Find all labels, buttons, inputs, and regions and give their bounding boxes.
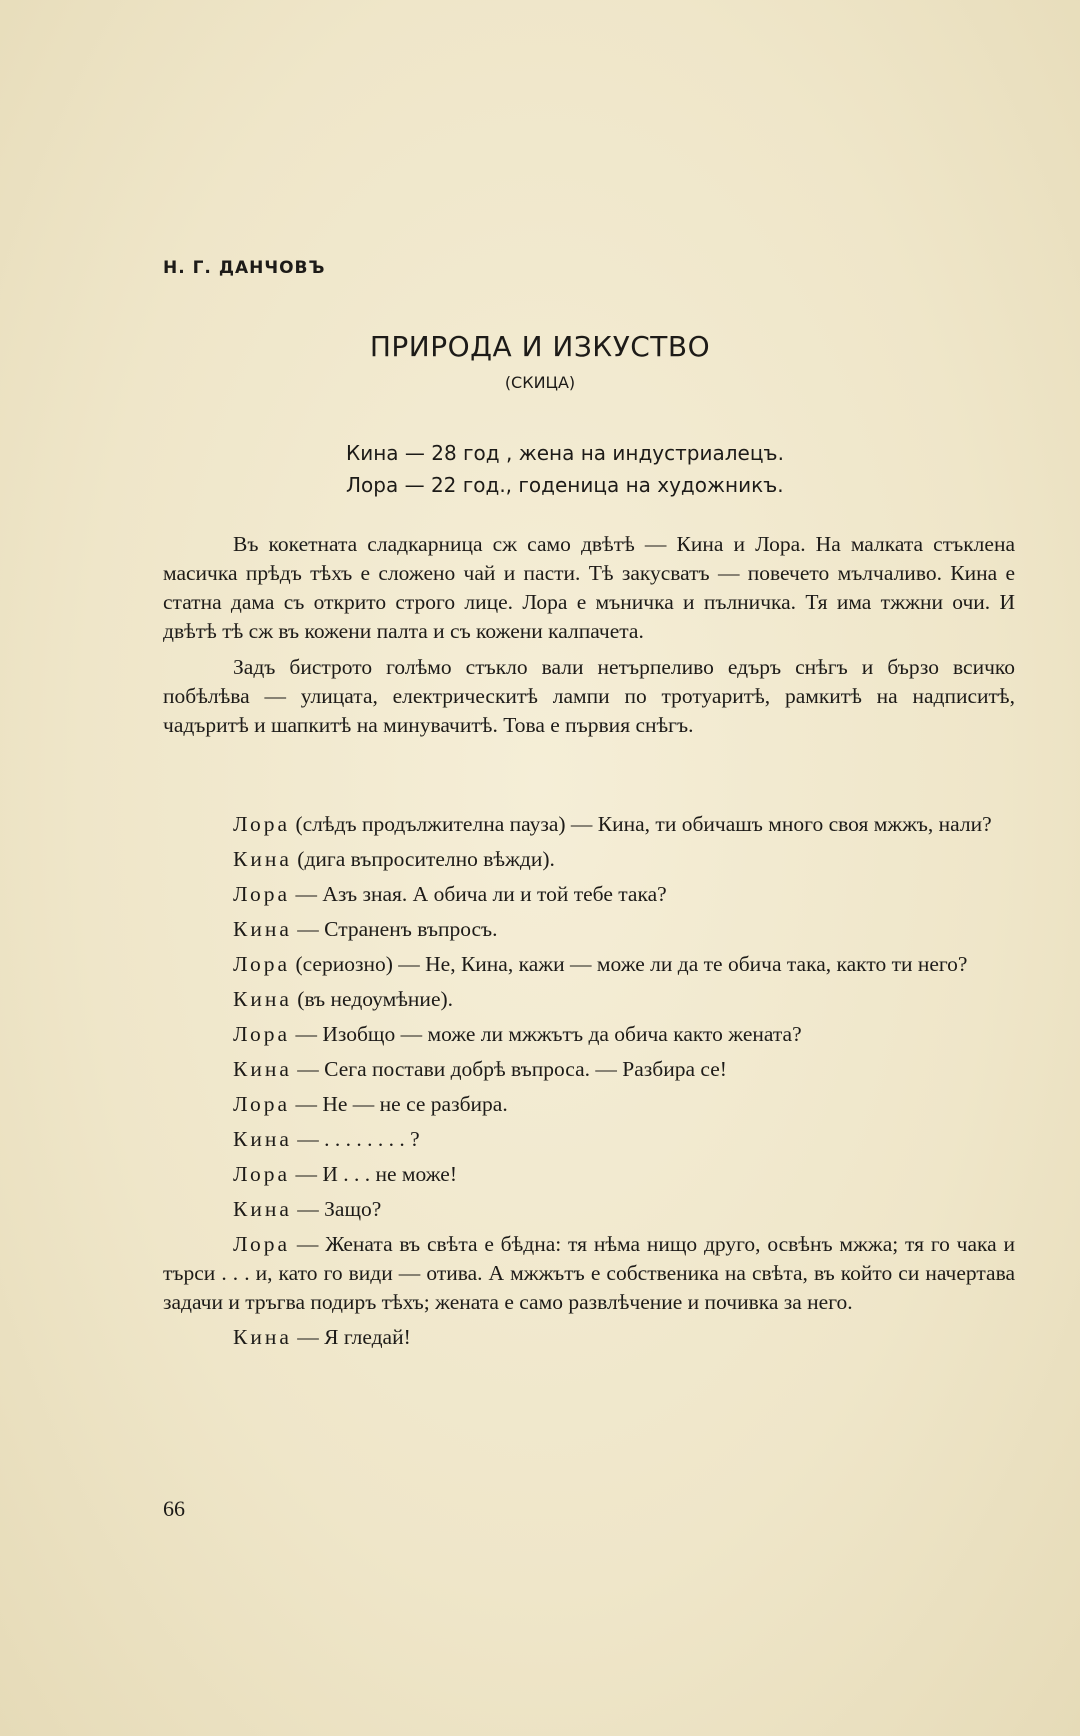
dialogue-text: — Азъ зная. А обича ли и той тебе така? bbox=[290, 882, 667, 906]
dialogue-text: — Не — не се разбира. bbox=[290, 1092, 508, 1116]
dialogue-line bbox=[163, 1020, 1015, 1049]
page-number: 66 bbox=[163, 1496, 185, 1521]
speaker-name: Кина bbox=[233, 1057, 292, 1081]
cast-entry: Кина — 28 год , жена на индустриалецъ. bbox=[346, 441, 784, 465]
dialogue-text: — Страненъ въпросъ. bbox=[291, 917, 498, 941]
cast-list bbox=[346, 437, 784, 501]
dialogue-text: — . . . . . . . . ? bbox=[291, 1127, 420, 1151]
dialogue-text: — Сега постави добрѣ въпроса. — Разбира се! bbox=[291, 1057, 727, 1081]
speaker-name: Лора bbox=[233, 882, 291, 906]
dialogue-line bbox=[163, 880, 1015, 909]
speaker-name: Лора bbox=[233, 1092, 291, 1116]
dialogue-line bbox=[163, 845, 1015, 874]
speaker-name: Лора bbox=[233, 1232, 291, 1256]
speaker-name: Кина bbox=[233, 917, 292, 941]
dialogue-line bbox=[163, 985, 1015, 1014]
author-name: Н. Г. ДАНЧОВЪ bbox=[163, 258, 326, 278]
dialogue-text: (въ недоумѣние). bbox=[291, 987, 454, 1011]
speaker-name: Кина bbox=[233, 987, 292, 1011]
narrative-paragraph: Задъ бистрото голѣмо стъкло вали нетърпеливо едъръ снѣгъ и бързо всичко побѣлѣва — улицата, електрическитѣ лампи по тротуаритѣ, рамкитѣ на надписитѣ, чадъритѣ и шапкитѣ на минувачитѣ. Това е първия снѣгъ. bbox=[163, 655, 1015, 737]
speaker-name: Лора bbox=[233, 1022, 291, 1046]
dialogue-text: — Защо? bbox=[291, 1197, 382, 1221]
dialogue-line bbox=[163, 915, 1015, 944]
narrative-paragraph: Въ кокетната сладкарница сж само двѣтѣ — Кина и Лора. На малката стъклена масичка прѣдъ тѣхъ е сложено чай и пасти. Тѣ закусватъ — повечето мълчаливо. Кина е статна дама съ открито строго лице. Лора е мъничка и пълничка. Тя има тжжни очи. И двѣтѣ тѣ сж въ кожени палта и съ кожени калпачета. bbox=[163, 532, 1015, 643]
speaker-name: Кина bbox=[233, 1197, 292, 1221]
cast-entry: Лора — 22 год., годеница на художникъ. bbox=[346, 473, 784, 497]
speaker-name: Лора bbox=[233, 812, 291, 836]
speaker-name: Кина bbox=[233, 1127, 292, 1151]
story-subtitle: (СКИЦА) bbox=[504, 373, 576, 392]
dialogue-text: (дига въпросително вѣжди). bbox=[291, 847, 555, 871]
dialogue-text: (сериозно) — Не, Кина, кажи — може ли да те обича така, както ти него? bbox=[290, 952, 968, 976]
dialogue-line bbox=[163, 1125, 1015, 1154]
dialogue-line bbox=[163, 810, 1015, 839]
dialogue-text: — И . . . не може! bbox=[290, 1162, 458, 1186]
speaker-name: Лора bbox=[233, 1162, 291, 1186]
story-title: ПРИРОДА И ИЗКУСТВО bbox=[369, 330, 711, 363]
speaker-name: Кина bbox=[233, 1325, 292, 1349]
dialogue-line bbox=[163, 1323, 1015, 1352]
speaker-name: Лора bbox=[233, 952, 291, 976]
dialogue-line bbox=[163, 1160, 1015, 1189]
dialogue-line bbox=[163, 1230, 1015, 1317]
speaker-name: Кина bbox=[233, 847, 292, 871]
dialogue-text: — Я гледай! bbox=[291, 1325, 411, 1349]
dialogue-text: — Жената въ свѣта е бѣдна: тя нѣма нищо друго, освѣнъ мжжа; тя го чака и търси . . . и, като го види — отива. А мжжътъ е собственика на свѣта, въ който си начертава задачи и тръгва подиръ тѣхъ; жената е само развлѣчение и почивка за него. bbox=[163, 1232, 1015, 1314]
narrative-section bbox=[163, 530, 1015, 747]
dialogue-line bbox=[163, 950, 1015, 979]
dialogue-text: — Изобщо — може ли мжжътъ да обича както жената? bbox=[290, 1022, 802, 1046]
dialogue-line bbox=[163, 1090, 1015, 1119]
dialogue-section bbox=[163, 810, 1015, 1358]
dialogue-line bbox=[163, 1195, 1015, 1224]
dialogue-line bbox=[163, 1055, 1015, 1084]
dialogue-text: (слѣдъ продължителна пауза) — Кина, ти обичашъ много своя мжжъ, нали? bbox=[290, 812, 992, 836]
